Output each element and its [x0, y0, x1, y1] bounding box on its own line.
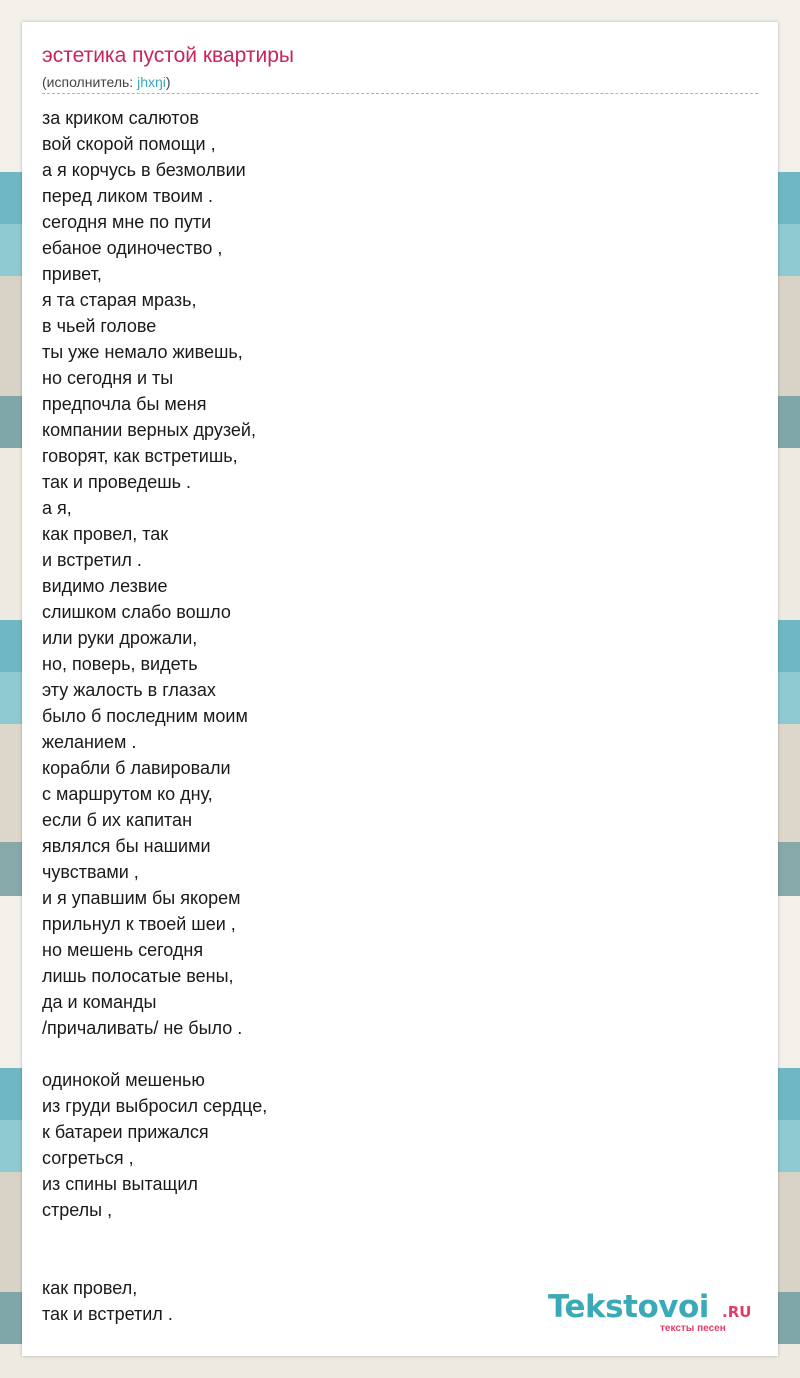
logo-tld: .RU	[722, 1303, 752, 1321]
artist-link[interactable]: jhxŋi	[137, 74, 166, 90]
lyrics-card	[22, 22, 778, 1356]
lyric-line: желанием .	[42, 732, 137, 752]
song-title: эстетика пустой квартиры	[42, 44, 294, 67]
lyric-line: предпочла бы меня	[42, 394, 207, 414]
lyric-line: а я,	[42, 498, 72, 518]
lyric-line: к батареи прижался	[42, 1122, 209, 1142]
lyric-line: ты уже немало живешь,	[42, 342, 243, 362]
lyric-line: лишь полосатые вены,	[42, 966, 234, 986]
lyric-line: говорят, как встретишь,	[42, 446, 238, 466]
lyric-line: так и проведешь .	[42, 472, 192, 492]
logo-tagline: тексты песен	[660, 1323, 726, 1334]
lyric-line: но, поверь, видеть	[42, 654, 198, 674]
lyric-line: ебаное одиночество ,	[42, 238, 223, 258]
lyric-line: а я корчусь в безмолвии	[42, 160, 246, 180]
lyric-line: или руки дрожали,	[42, 628, 198, 648]
lyric-line: из груди выбросил сердце,	[42, 1096, 268, 1116]
lyric-line: как провел,	[42, 1278, 138, 1298]
lyric-line: если б их капитан	[42, 810, 193, 830]
lyric-line: стрелы ,	[42, 1200, 113, 1220]
lyric-line: было б последним моим	[42, 706, 248, 726]
lyric-line: эту жалость в глазах	[42, 680, 216, 700]
lyric-line: одинокой мешенью	[42, 1070, 205, 1090]
lyric-line: я та старая мразь,	[42, 290, 197, 310]
artist-prefix: (исполнитель:	[42, 74, 138, 90]
lyric-line: но мешень сегодня	[42, 940, 204, 960]
lyric-line: прильнул к твоей шеи ,	[42, 914, 236, 934]
lyric-line: но сегодня и ты	[42, 368, 174, 388]
lyric-line: чувствами ,	[42, 862, 139, 882]
lyric-line: являлся бы нашими	[42, 836, 211, 856]
title-divider	[42, 93, 758, 94]
lyric-line: и я упавшим бы якорем	[42, 888, 241, 908]
lyric-line: и встретил .	[42, 550, 142, 570]
lyric-line: да и команды	[42, 992, 157, 1012]
lyric-line: /причаливать/ не было .	[42, 1018, 243, 1038]
artist-line	[42, 74, 171, 90]
lyric-line: вой скорой помощи ,	[42, 134, 216, 154]
lyric-line: из спины вытащил	[42, 1174, 198, 1194]
lyrics-text	[42, 105, 267, 1327]
lyric-line: за криком салютов	[42, 108, 199, 128]
lyric-line: как провел, так	[42, 524, 169, 544]
lyric-line: сегодня мне по пути	[42, 212, 212, 232]
lyric-line: с маршрутом ко дну,	[42, 784, 213, 804]
lyric-line: слишком слабо вошло	[42, 602, 231, 622]
lyric-line: перед ликом твоим .	[42, 186, 213, 206]
logo-name: Tekstovoi	[548, 1289, 709, 1325]
lyric-line: привет,	[42, 264, 102, 284]
lyric-line: корабли б лавировали	[42, 758, 231, 778]
lyric-line: в чьей голове	[42, 316, 157, 336]
lyric-line: так и встретил .	[42, 1304, 173, 1324]
site-logo[interactable]	[548, 1289, 758, 1335]
lyric-line: видимо лезвие	[42, 576, 168, 596]
lyric-line: компании верных друзей,	[42, 420, 256, 440]
lyric-line: согреться ,	[42, 1148, 134, 1168]
artist-suffix: )	[165, 74, 171, 90]
